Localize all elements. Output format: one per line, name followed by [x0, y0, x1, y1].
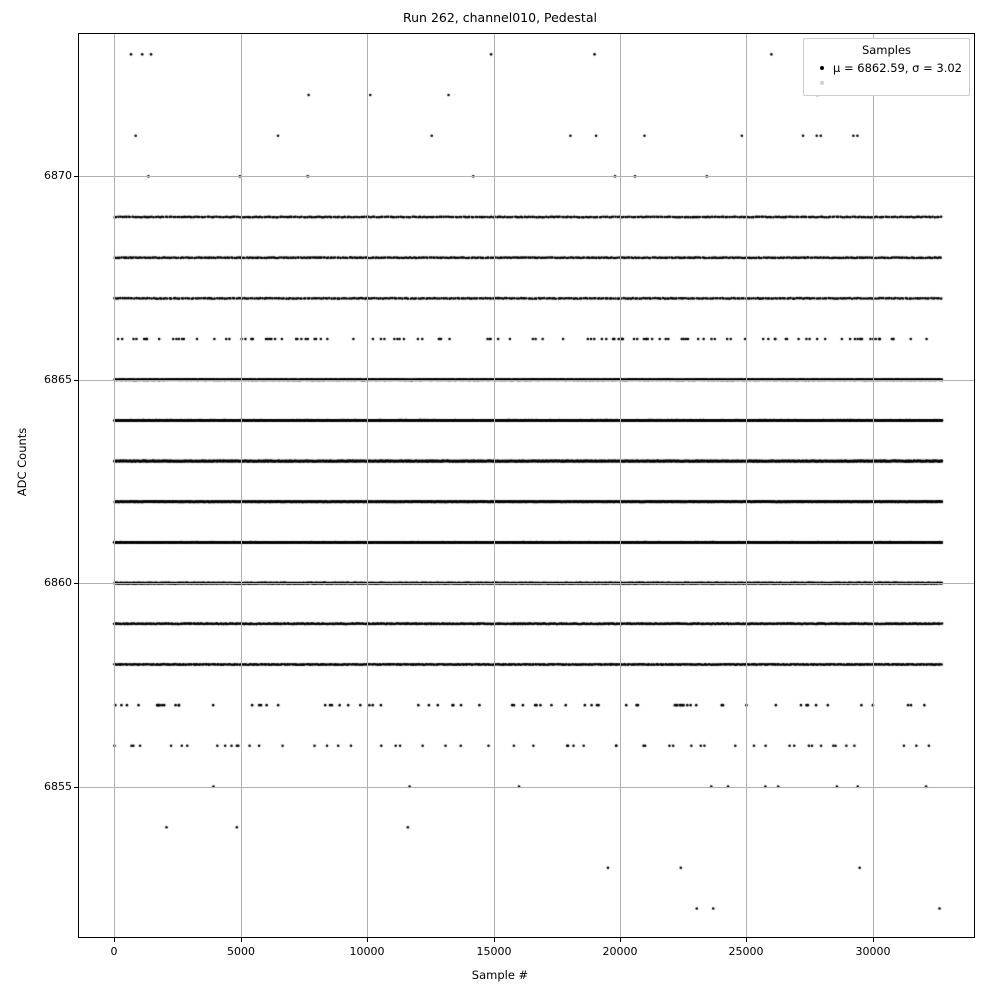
x-tick-label: 0 — [110, 945, 118, 958]
y-tick-label: 6860 — [44, 576, 72, 589]
x-tick-label: 5000 — [227, 945, 255, 958]
y-tick — [74, 176, 78, 177]
x-tick — [620, 938, 621, 942]
x-tick-label: 20000 — [602, 945, 638, 958]
legend-title: Samples — [861, 43, 912, 57]
y-tick — [74, 583, 78, 584]
gridline-vertical — [873, 34, 874, 937]
legend-entry — [811, 60, 962, 75]
x-tick — [367, 938, 368, 942]
x-tick — [241, 938, 242, 942]
gridline-horizontal — [79, 787, 974, 788]
gridline-vertical — [620, 34, 621, 937]
legend-entry-shadow — [811, 75, 962, 90]
chart-title: Run 262, channel010, Pedestal — [403, 10, 597, 25]
y-tick — [74, 787, 78, 788]
x-axis-label: Sample # — [471, 968, 529, 982]
gridline-vertical — [494, 34, 495, 937]
scatter-points — [79, 34, 974, 937]
x-tick — [494, 938, 495, 942]
y-tick-label: 6855 — [44, 780, 72, 793]
x-tick — [114, 938, 115, 942]
x-tick-label: 10000 — [349, 945, 385, 958]
gridline-vertical — [367, 34, 368, 937]
gridline-horizontal — [79, 583, 974, 584]
y-axis-label: ADC Counts — [15, 427, 29, 497]
legend-entry-label: μ = 6862.59, σ = 3.02 — [833, 60, 962, 75]
y-tick — [74, 380, 78, 381]
x-tick-label: 25000 — [728, 945, 764, 958]
x-tick-label: 15000 — [476, 945, 512, 958]
legend-marker-icon — [811, 61, 833, 74]
gridline-vertical — [114, 34, 115, 937]
gridline-horizontal — [79, 176, 974, 177]
x-tick-label: 30000 — [855, 945, 891, 958]
gridline-vertical — [746, 34, 747, 937]
legend-marker-muted-icon — [811, 76, 833, 89]
legend — [803, 38, 970, 96]
x-tick — [873, 938, 874, 942]
y-tick-label: 6865 — [44, 373, 72, 386]
gridline-horizontal — [79, 380, 974, 381]
plot-area — [78, 33, 975, 938]
gridline-vertical — [241, 34, 242, 937]
y-tick-label: 6870 — [44, 169, 72, 182]
x-tick — [746, 938, 747, 942]
